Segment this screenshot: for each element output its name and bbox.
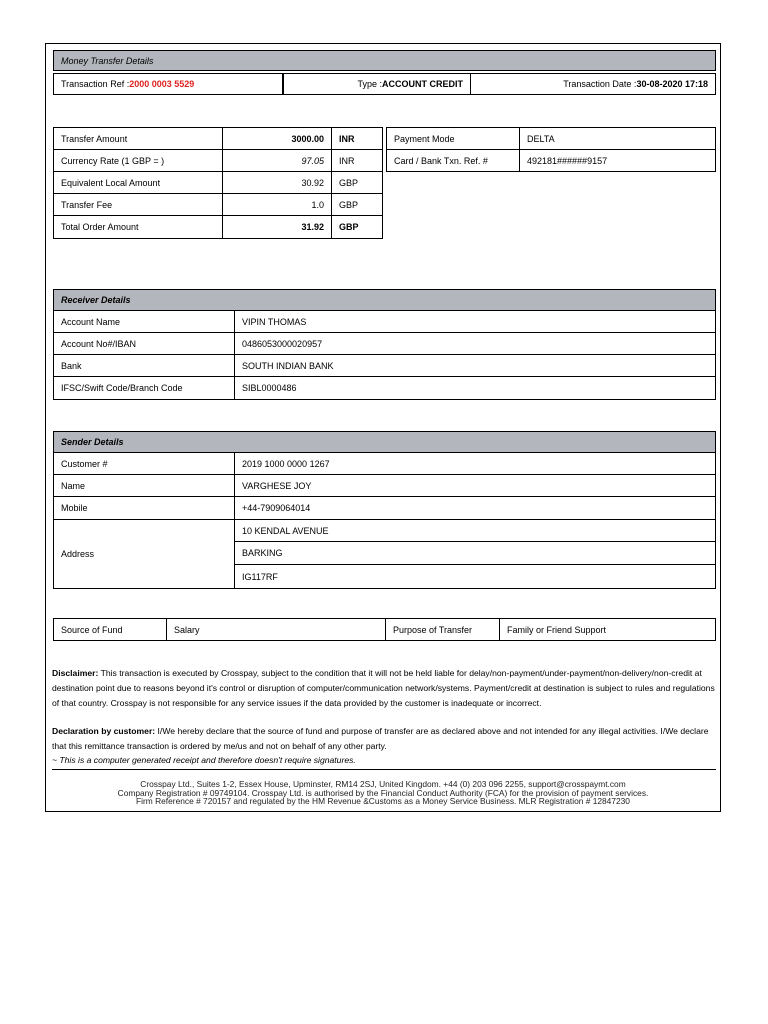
footer-line: Company Registration # 09749104. Crosspay Ltd. is authorised by the Financial Conduct Authority (FCA) for the provision of payment services. <box>117 787 649 798</box>
sender-label: Mobile <box>53 496 235 520</box>
amount-label: Total Order Amount <box>53 215 223 239</box>
receiver-label: Account Name <box>53 310 235 333</box>
sender-label: Customer # <box>53 452 235 475</box>
address-label: Address <box>53 519 235 589</box>
amount-currency: INR <box>331 127 383 150</box>
transaction-type-value: ACCOUNT CREDIT <box>382 79 463 89</box>
footer <box>46 780 720 806</box>
receiver-label: IFSC/Swift Code/Branch Code <box>53 376 235 400</box>
amount-currency: GBP <box>331 193 383 216</box>
address-line: BARKING <box>234 541 716 565</box>
address-line: 10 KENDAL AVENUE <box>234 519 716 542</box>
sender-value: +44-7909064014 <box>234 496 716 520</box>
receiver-value: SOUTH INDIAN BANK <box>234 354 716 377</box>
sender-value: 2019 1000 0000 1267 <box>234 452 716 475</box>
payment-label: Card / Bank Txn. Ref. # <box>386 149 520 172</box>
receiver-details-header: Receiver Details <box>53 289 716 311</box>
receiver-value: 0486053000020957 <box>234 332 716 355</box>
amount-currency: GBP <box>331 171 383 194</box>
signature-note: ~ This is a computer generated receipt and therefore doesn't require signatures. <box>52 755 356 765</box>
transaction-ref: Transaction Ref : 2000 0003 5529 <box>53 73 283 95</box>
footer-line: Firm Reference # 720157 and regulated by the HM Revenue &Customs as a Money Service Business. MLR Registration # 12847230 <box>136 796 630 807</box>
address-line: IG117RF <box>234 564 716 589</box>
declaration-label: Declaration by customer: <box>52 726 156 736</box>
payment-value: 492181######9157 <box>519 149 716 172</box>
receiver-value: VIPIN THOMAS <box>234 310 716 333</box>
receiver-label: Bank <box>53 354 235 377</box>
transfer-details-header: Money Transfer Details <box>53 50 716 71</box>
payment-label: Payment Mode <box>386 127 520 150</box>
amount-label: Currency Rate (1 GBP = ) <box>53 149 223 172</box>
disclaimer-text: This transaction is executed by Crosspay, subject to the condition that it will not be held liable for delay/non-payment/under-payment/non-delivery/non-credit at destination point due to reasons beyond it's control or disruption of computer/communication network/systems. Payment/credit at destination is subject to rules and regulations of that country. Crosspay is not responsible for any service issues if the data provided by the customer is inadequate or incorrect. <box>52 668 715 708</box>
source-of-fund-label: Source of Fund <box>53 618 167 641</box>
transaction-date: Transaction Date : 30-08-2020 17:18 <box>470 73 716 95</box>
amount-currency: GBP <box>331 215 383 239</box>
transaction-ref-value: 2000 0003 5529 <box>129 79 195 89</box>
disclaimer-label: Disclaimer: <box>52 668 99 678</box>
declaration-text: I/We hereby declare that the source of fund and purpose of transfer are as declared above and not intended for any illegal activities. I/We declare that this remittance transaction is ordered by me/us and not on behalf of any other party. <box>52 726 709 751</box>
amount-value: 1.0 <box>222 193 332 216</box>
amount-label: Equivalent Local Amount <box>53 171 223 194</box>
amount-label: Transfer Amount <box>53 127 223 150</box>
amount-label: Transfer Fee <box>53 193 223 216</box>
declaration <box>52 724 716 754</box>
sender-label: Name <box>53 474 235 497</box>
transaction-date-value: 30-08-2020 17:18 <box>636 79 708 89</box>
footer-divider <box>52 769 716 770</box>
payment-value: DELTA <box>519 127 716 150</box>
amount-value: 97.05 <box>222 149 332 172</box>
footer-line: Crosspay Ltd., Suites 1-2, Essex House, Upminster, RM14 2SJ, United Kingdom. +44 (0) 203 096 2255, support@crosspaymt.com <box>140 779 626 789</box>
disclaimer <box>52 666 716 710</box>
receiver-value: SIBL0000486 <box>234 376 716 400</box>
amount-value: 3000.00 <box>222 127 332 150</box>
amount-currency: INR <box>331 149 383 172</box>
amount-value: 30.92 <box>222 171 332 194</box>
receipt-frame <box>45 43 721 812</box>
transaction-type: Type : ACCOUNT CREDIT <box>283 73 471 95</box>
receiver-label: Account No#/IBAN <box>53 332 235 355</box>
amount-value: 31.92 <box>222 215 332 239</box>
purpose-label: Purpose of Transfer <box>385 618 500 641</box>
sender-value: VARGHESE JOY <box>234 474 716 497</box>
purpose-value: Family or Friend Support <box>499 618 716 641</box>
sender-details-header: Sender Details <box>53 431 716 453</box>
source-of-fund-value: Salary <box>166 618 386 641</box>
